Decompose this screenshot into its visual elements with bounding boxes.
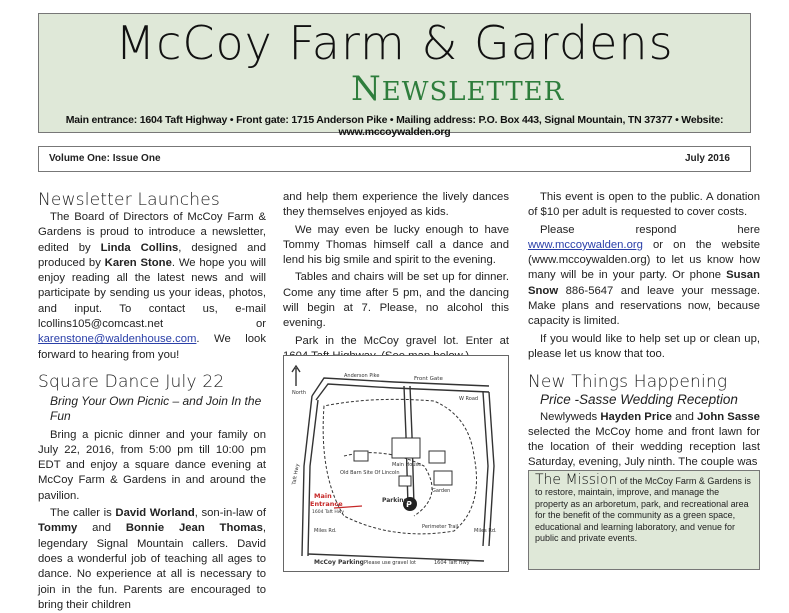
text: The caller is	[50, 507, 116, 520]
person-name: John Sasse	[697, 410, 760, 423]
map-taft-label: Taft Hwy	[291, 463, 301, 486]
heading-new-things: New Things Happening	[528, 372, 728, 393]
text: Newlyweds	[540, 410, 601, 423]
map-main-entrance-label: Main	[314, 492, 332, 500]
map-parking-label: Parking	[382, 497, 408, 504]
subtitle-rest: EWSLETTER	[381, 77, 565, 107]
map-front-gate-label: Front Gate	[414, 376, 443, 382]
main-house-shape	[392, 438, 420, 458]
subtitle-initial: N	[351, 69, 382, 109]
square-dance-paragraph: Bring a picnic dinner and your family on July 22, 2016, from 5:00 pm till 10:00 pm EDT and enjoy a square dance evening at McCoy Farm & Gardens in and around the pavilion.	[38, 428, 266, 502]
text: and	[671, 410, 698, 423]
issue-date: July 2016	[684, 153, 730, 164]
map-taft-address-label: 1604 Taft Hwy	[434, 560, 470, 566]
donation-paragraph: This event is open to the public. A donation of $10 per adult is requested to cover costs.	[528, 191, 760, 219]
text: or on the website (www.mccoywalden.org) to let us know how many will be in your party. Or phone	[528, 238, 760, 282]
respond-paragraph	[528, 223, 760, 330]
text: The Board of Directors of McCoy Farm & Gardens is proud to introduce a newsletter, edited by	[38, 211, 266, 254]
column-2	[283, 190, 509, 364]
issue-bar	[38, 146, 751, 172]
column-3	[528, 190, 760, 471]
wedding-paragraph	[528, 410, 760, 471]
map-main-entrance-label-2: Entrance	[310, 500, 343, 508]
map-miles-rd-label-2: Miles Rd.	[474, 528, 497, 534]
intro-paragraph	[38, 210, 266, 363]
parking-paragraph: Park in the McCoy gravel lot. Enter at	[295, 334, 509, 347]
text: 886-5647 and leave your message. Make plans and reservations now, because capacity is limited.	[528, 284, 760, 328]
map-old-barn-label: Old Barn Site Of Lincoln	[340, 470, 400, 476]
text: selected the McCoy home and front lawn for the location of their wedding reception last Saturday, evening, July ninth. The couple was	[528, 425, 760, 469]
map-perimeter-label: Perimeter Trail	[422, 524, 459, 530]
heading-square-dance: Square Dance July 22	[38, 371, 225, 392]
newsletter-subtitle	[351, 69, 565, 109]
map-main-entrance-address: 1604 Taft Hwy	[312, 510, 345, 515]
map-anderson-label: Anderson Pike	[344, 373, 380, 379]
person-name: Tommy	[38, 522, 78, 535]
text: , son-in-law of	[194, 507, 266, 520]
map-gravel-lot-label: Please use gravel lot	[364, 560, 416, 566]
map-garden-label: Garden	[432, 488, 451, 494]
map-miles-rd-label: Miles Rd.	[314, 528, 337, 534]
continued-paragraph: and help them experience the lively dances they themselves enjoyed as kids.	[283, 191, 509, 219]
tommy-paragraph: We may even be lucky enough to have Tommy Thomas himself call a dance and lend his big smile and spirit to the evening.	[283, 223, 509, 267]
text: Please respond here	[540, 223, 760, 236]
mission-heading: The Mission	[535, 472, 618, 488]
volunteer-paragraph: If you would like to help set up or clean up, please let us know that too.	[528, 332, 760, 360]
north-arrow-icon	[292, 366, 300, 386]
caller-name: David Worland	[115, 507, 195, 520]
text: and	[77, 522, 126, 535]
person-name: Bonnie Jean Thomas	[125, 522, 263, 535]
mission-text: of the McCoy Farm & Gardens is to restore, maintain, improve, and manage the property as an arboretum, park, and recreational area for the benefit of the community as a green space, educational and learning laboratory, and venue for public and private events.	[535, 476, 751, 544]
website-link[interactable]: www.mccoywalden.org	[528, 238, 643, 251]
caller-paragraph	[38, 506, 266, 613]
map-w-road-label: W Road	[459, 396, 479, 402]
contact-name: Susan Snow	[528, 269, 760, 297]
heading-newsletter-launches: Newsletter Launches	[38, 190, 220, 210]
mission-box	[528, 470, 760, 570]
parking-p: P	[406, 500, 412, 509]
map-main-house-label: Main House	[392, 462, 422, 468]
text: , legendary Signal Mountain callers. David does a wonderful job of teaching all ages to dance. No experience at all is necessary to join in the fun. Parents are encouraged to bring their children	[38, 522, 266, 611]
site-map	[283, 355, 509, 572]
wedding-subheading: Price -Sasse Wedding Reception	[540, 392, 738, 408]
column-1	[38, 190, 266, 613]
email-link[interactable]: karenstone@waldenhouse.com	[38, 333, 197, 346]
square-dance-subheading: Bring Your Own Picnic – and Join In the Fun	[50, 393, 262, 424]
text: . We hope you will enjoy reading all the latest news and will participate by sending us your ideas, photos, and input. To contact us, e-mail lcollins105@comcast.net or	[38, 256, 267, 331]
tables-paragraph: Tables and chairs will be set up for dinner. Come any time after 5 pm, and the dancing will begin at 7. Please, no alcohol this evening.	[283, 271, 509, 330]
text: , designed and produced by	[38, 241, 266, 269]
masthead	[38, 13, 751, 138]
designer-name: Karen Stone	[104, 256, 172, 269]
person-name: Hayden Price	[600, 410, 672, 423]
newsletter-title: McCoy Farm & Gardens	[115, 16, 674, 70]
text: . We look forward to hearing from you!	[38, 333, 266, 361]
map-north-label: North	[292, 390, 306, 396]
editor-name: Linda Collins	[100, 241, 179, 254]
map-mccoy-parking-label: McCoy Parking	[314, 559, 364, 566]
map-drawing	[284, 356, 508, 571]
volume-label: Volume One: Issue One	[49, 153, 161, 164]
address-line: Main entrance: 1604 Taft Highway • Front gate: 1715 Anderson Pike • Mailing address: P.O. Box 443, Signal Mountain, TN 37377 • Website: www.mccoywalden.org	[65, 114, 724, 138]
